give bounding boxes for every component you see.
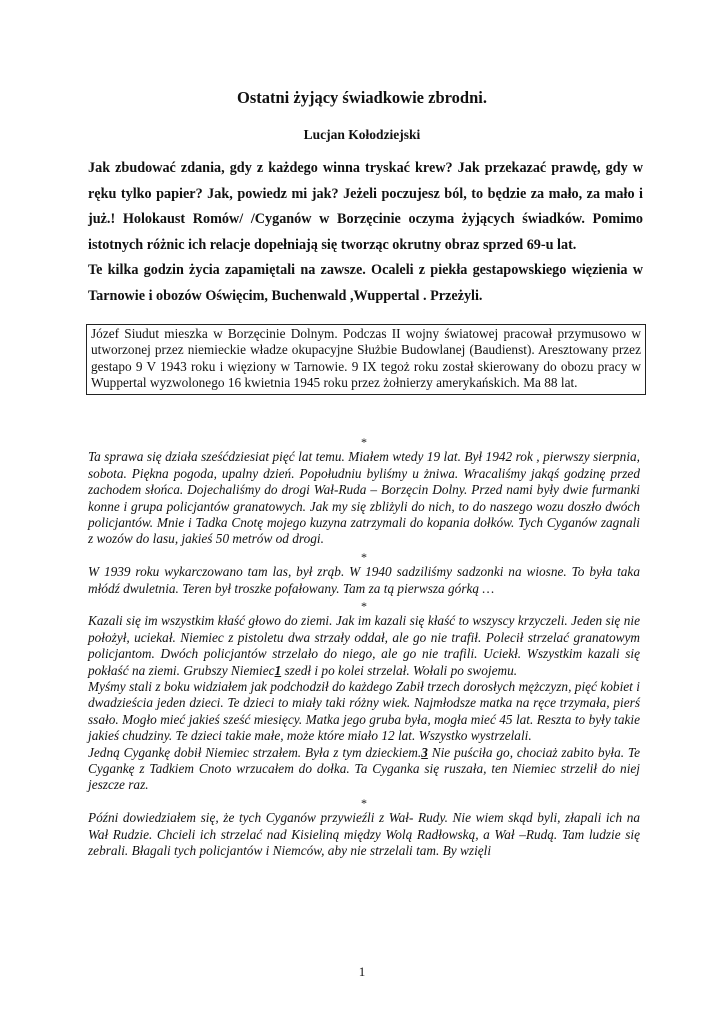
biography-box: Józef Siudut mieszka w Borzęcinie Dolnym. Podczas II wojny światowej pracował przymusowo w utworzonej przez niemieckie władze okupacyjne Służbie Budowlanej (Baudienst). Aresztowany przez gestapo 9 V 1943 roku i więziony w Tarnowie. 9 IX tegoż roku został skierowany do obozu pracy w Wuppertal wyzwolonego 16 kwietnia 1945 roku przez żołnierzy amerykańskich. Ma 88 lat.	[86, 324, 646, 395]
footnote-reference[interactable]: 3	[421, 744, 428, 760]
section-separator: *	[361, 435, 367, 449]
testimony-paragraph: W 1939 roku wykarczowano tam las, był zrąb. W 1940 sadziliśmy sadzonki na wiosne. To była taka młódź dwuletnia. Teren był troszke pofałowany. Tam za tą pierwsza górką …	[88, 564, 640, 596]
testimony-text: Nie puściła go, chociaż zabito była. Te Cygankę z Tadkiem Cnoto wrzucałem do dołka. Ta Cyganka się ruszała, ten Niemiec strzelił do niej jeszcze raz.	[88, 744, 641, 793]
section-separator: *	[361, 599, 367, 614]
intro-paragraph: Te kilka godzin życia zapamiętali na zawsze. Ocaleli z piekła gestapowskiego więzienia w Tarnowie i obozów Oświęcim, Buchenwald ,Wuppertal . Przeżyli.	[88, 262, 643, 304]
intro-paragraph: Jak zbudować zdania, gdy z każdego winna tryskać krew? Jak przekazać prawdę, gdy w ręku tylko papier? Jak, powiedz mi jak? Jeżeli poczujesz ból, to będzie za mało, za mało i już.! Holokaust Romów/ /Cyganów w Borzęcinie oczyma żyjących świadków. Pomimo istotnych różnic ich relacje dopełniają się tworząc okrutny obraz sprzed 69-u lat.	[88, 160, 643, 253]
page-number: 1	[358, 964, 366, 979]
testimony-paragraph	[88, 613, 640, 679]
testimony-section	[88, 433, 640, 860]
intro-section	[88, 156, 643, 310]
testimony-paragraph	[88, 745, 640, 794]
author-name: Lucjan Kołodziejski	[303, 127, 421, 142]
testimony-paragraph: Ta sprawa się działa sześćdziesiat pięć lat temu. Miałem wtedy 19 lat. Był 1942 rok , pierwszy sierpnia, sobota. Piękna pogoda, upalny dzień. Popołudniu byliśmy u żniwa. Wracaliśmy jakąś godzinę przed zachodem słońca. Dojechaliśmy do drogi Wał-Ruda – Borzęcin Dolny. Przed nami były dwie furmanki konne i grupa policjantów granatowych. Jak my się zbliżyli do nich, to do naszego wozu doszło dwóch policjantów. Mnie i Tadka Cnotę mojego kuzyna zatrzymali do kopania dołków. Tych Cyganów zagnali z wozów do lasu, jakieś 50 metrów od drogi.	[88, 449, 640, 547]
testimony-text: szedł i po kolei strzelał. Wołali po swojemu.	[281, 662, 518, 678]
testimony-paragraph: Myśmy stali z boku widziałem jak podchodził do każdego Zabił trzech dorosłych mężczyzn, pięć kobiet i dwadzieścia jeden dzieci. Te dzieci to miały taki różny wiek. Najmłodsze matka na ręce trzymała, pierś ssało. Mogło mieć jakieś sześć miesięcy. Matka jego gruba była, mogła mieć 45 lat. Reszta to były takie jakieś chudziny. Te dzieci takie małe, może które miało 12 lat. Wszystko wystrzelali.	[88, 679, 640, 744]
section-separator: *	[361, 549, 367, 564]
document-title: Ostatni żyjący świadkowie zbrodni.	[237, 88, 487, 107]
testimony-text: Kazali się im wszystkim kłaść głowo do ziemi. Jak im kazali się kłaść to wszyscy krzyczeli. Jeden się nie położył, uciekał. Niemiec z pistoletu dwa strzały oddał, ale go nie trafił. Polecił strzelać granatowym policjantom. Dwóch policjantów strzelało do niego, ale go nie trafili. Uciekł. Wszystkim kazali się pokłaść na ziemi. Grubszy Niemiec	[88, 613, 640, 678]
testimony-paragraph: Późni dowiedziałem się, że tych Cyganów przywieźli z Wał- Rudy. Nie wiem skąd byli, złapali ich na Wał Rudzie. Chcieli ich strzelać nad Kisieliną między Wolą Radłowską, a Wał –Rudą. Tam ludzie się zebrali. Błagali tych policjantów i Niemców, aby nie strzelali tam. By wzięli	[88, 810, 640, 859]
testimony-text: Jedną Cygankę dobił Niemiec strzałem. Była z tym dzieckiem.	[88, 744, 422, 760]
footnote-reference[interactable]: 1	[274, 662, 282, 678]
section-separator: *	[361, 795, 367, 810]
